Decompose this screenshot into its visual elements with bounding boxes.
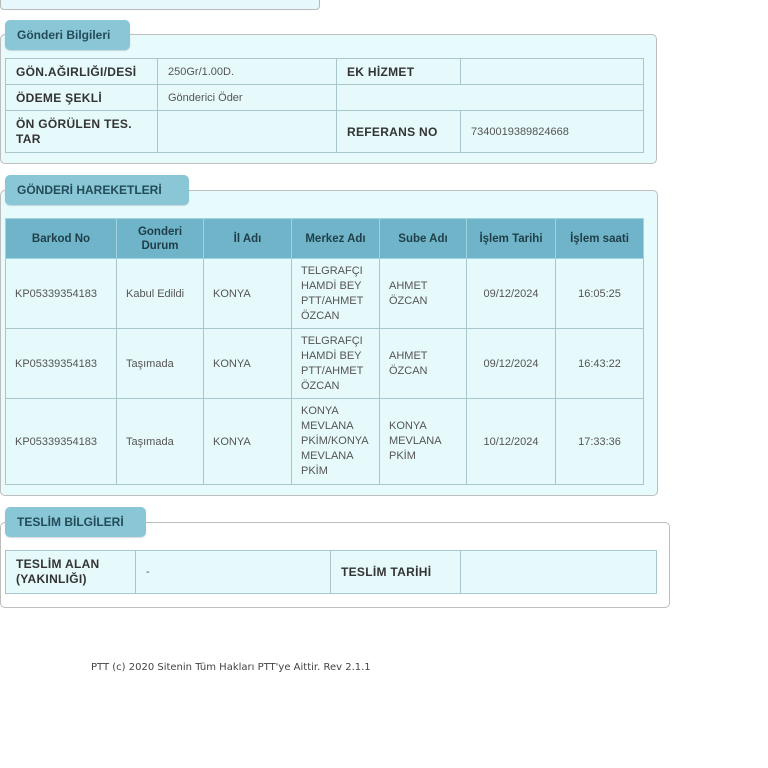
shipment-info-tab: Gönderi Bilgileri [5,20,130,50]
column-header-status: Gonderi Durum [117,219,204,259]
branch-cell: AHMET ÖZCAN [380,259,467,329]
weight-label: GÖN.AĞIRLIĞI/DESİ [6,59,158,85]
table-row [6,85,644,111]
recipient-label: TESLİM ALAN (YAKINLIĞI) [6,551,136,594]
time-cell: 16:43:22 [556,329,644,399]
province-cell: KONYA [204,399,292,485]
table-row [6,259,644,329]
time-cell: 17:33:36 [556,399,644,485]
delivery-date-value [461,551,657,594]
barcode-cell: KP05339354183 [6,259,117,329]
previous-section-panel [0,0,320,10]
extra-service-value [461,59,644,85]
table-row [6,59,644,85]
movements-table [5,218,644,485]
column-header-barcode: Barkod No [6,219,117,259]
date-cell: 10/12/2024 [467,399,556,485]
barcode-cell: KP05339354183 [6,329,117,399]
column-header-branch: Sube Adı [380,219,467,259]
shipment-info-table [5,58,644,153]
column-header-time: İşlem saati [556,219,644,259]
status-cell: Taşımada [117,399,204,485]
recipient-value: - [136,551,331,594]
eta-value [158,111,337,153]
branch-cell: AHMET ÖZCAN [380,329,467,399]
center-cell: TELGRAFÇI HAMDİ BEY PTT/AHMET ÖZCAN [292,329,380,399]
column-header-date: İşlem Tarihi [467,219,556,259]
date-cell: 09/12/2024 [467,329,556,399]
status-cell: Taşımada [117,329,204,399]
status-cell: Kabul Edildi [117,259,204,329]
center-cell: TELGRAFÇI HAMDİ BEY PTT/AHMET ÖZCAN [292,259,380,329]
table-row [6,329,644,399]
weight-value: 250Gr/1.00D. [158,59,337,85]
delivery-tab: TESLİM BİLGİLERİ [5,507,146,537]
center-cell: KONYA MEVLANA PKİM/KONYA MEVLANA PKİM [292,399,380,485]
table-row [6,399,644,485]
branch-cell: KONYA MEVLANA PKİM [380,399,467,485]
barcode-cell: KP05339354183 [6,399,117,485]
movements-tab: GÖNDERİ HAREKETLERİ [5,175,189,205]
empty-cell [337,85,644,111]
payment-label: ÖDEME ŞEKLİ [6,85,158,111]
table-row [6,551,657,594]
delivery-table [5,550,657,594]
table-header-row [6,219,644,259]
reference-value: 7340019389824668 [461,111,644,153]
table-row [6,111,644,153]
column-header-province: İl Adı [204,219,292,259]
delivery-date-label: TESLİM TARİHİ [331,551,461,594]
reference-label: REFERANS NO [337,111,461,153]
date-cell: 09/12/2024 [467,259,556,329]
column-header-center: Merkez Adı [292,219,380,259]
footer-copyright: PTT (c) 2020 Sitenin Tüm Hakları PTT'ye Aittir. Rev 2.1.1 [91,662,371,673]
time-cell: 16:05:25 [556,259,644,329]
eta-label: ÖN GÖRÜLEN TES. TAR [6,111,158,153]
province-cell: KONYA [204,329,292,399]
extra-service-label: EK HİZMET [337,59,461,85]
payment-value: Gönderici Öder [158,85,337,111]
province-cell: KONYA [204,259,292,329]
